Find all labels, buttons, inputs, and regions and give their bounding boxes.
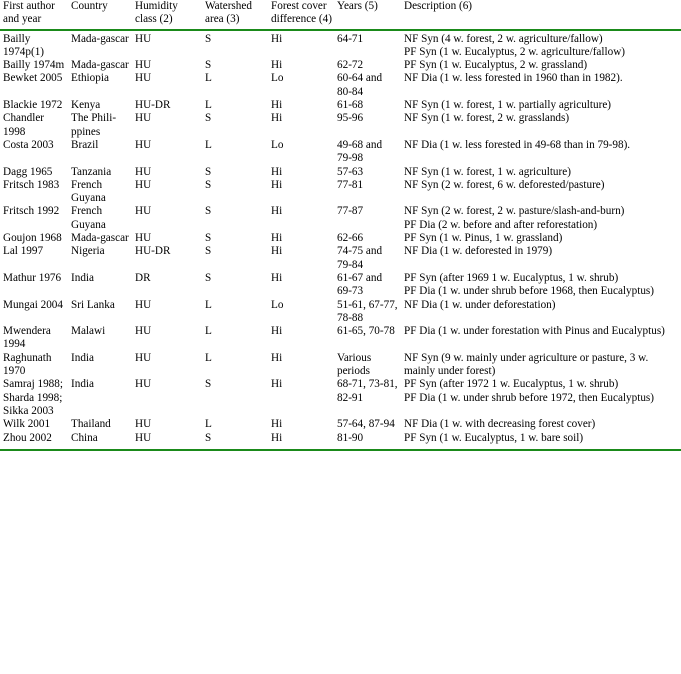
cell-years: 95-96 — [337, 112, 364, 125]
cell-country: India — [71, 378, 94, 391]
description-line: NF Syn (1 w. forest, 2 w. grasslands) — [404, 112, 570, 125]
cell-description — [401, 418, 681, 431]
description-line: PF Syn (1 w. Pinus, 1 w. grassland) — [404, 232, 563, 245]
cell-humidity: HU — [135, 351, 152, 364]
table-row — [0, 72, 681, 99]
cell-area: L — [205, 138, 212, 151]
cell-years: 61-67 and 69-73 — [337, 271, 383, 298]
cell-forest-cover: Hi — [271, 99, 283, 112]
cell-years: 51-61, 67-77, 78-88 — [337, 298, 398, 324]
description-line: NF Syn (4 w. forest, 2 w. agriculture/fallow) — [404, 32, 603, 45]
cell-author: Raghunath 1970 — [3, 351, 52, 378]
cell-author: Fritsch 1992 — [3, 205, 60, 218]
cell-forest-cover: Hi — [271, 165, 283, 178]
cell-description — [401, 166, 681, 179]
cell-description — [401, 59, 681, 72]
cell-years: Various periods — [337, 351, 372, 378]
cell-forest-cover: Hi — [271, 431, 283, 444]
cell-humidity: HU — [135, 59, 152, 72]
description-line: PF Syn (1 w. Eucalyptus, 2 w. agriculture/fallow) — [404, 45, 626, 58]
cell-humidity: HU — [135, 165, 152, 178]
cell-forest-cover: Hi — [271, 59, 283, 72]
table-row — [0, 139, 681, 166]
cell-humidity: HU-DR — [135, 99, 171, 112]
description-line: NF Syn (1 w. forest, 1 w. partially agriculture) — [404, 99, 612, 112]
cell-years: 57-63 — [337, 165, 364, 178]
cell-area: S — [205, 378, 212, 391]
table-row — [0, 352, 681, 379]
cell-forest-cover: Lo — [271, 72, 284, 85]
cell-forest-cover: Hi — [271, 351, 283, 364]
cell-area: S — [205, 205, 212, 218]
cell-author: Dagg 1965 — [3, 165, 53, 178]
description-line: PF Syn (after 1972 1 w. Eucalyptus, 1 w. shrub) — [404, 378, 619, 391]
cell-forest-cover: Lo — [271, 298, 284, 311]
cell-author: Bewket 2005 — [3, 72, 63, 85]
cell-area: S — [205, 59, 212, 72]
header-humidity: Humidity class (2) — [135, 0, 178, 26]
cell-country: Mada-gascar — [71, 32, 129, 45]
cell-area: L — [205, 351, 212, 364]
cell-country: China — [71, 431, 98, 444]
cell-humidity: DR — [135, 271, 151, 284]
cell-area: L — [205, 418, 212, 431]
header-forest-cover: Forest cover difference (4) — [271, 0, 332, 26]
table-row — [0, 272, 681, 299]
table-row — [0, 59, 681, 72]
header-author: First author and year — [3, 0, 55, 26]
cell-description — [401, 232, 681, 245]
table-row — [0, 232, 681, 245]
cell-years: 57-64, 87-94 — [337, 418, 395, 431]
cell-years: 77-87 — [337, 205, 364, 218]
cell-area: L — [205, 325, 212, 338]
cell-humidity: HU-DR — [135, 245, 171, 258]
cell-country: Mada-gascar — [71, 232, 129, 245]
table-bottom-rule — [0, 445, 681, 450]
cell-country: Kenya — [71, 99, 101, 112]
cell-area: S — [205, 32, 212, 45]
cell-author: Mungai 2004 — [3, 298, 63, 311]
cell-years: 61-65, 70-78 — [337, 325, 395, 338]
cell-description — [401, 72, 681, 99]
cell-humidity: HU — [135, 325, 152, 338]
cell-country: French Guyana — [71, 205, 106, 231]
cell-author: Samraj 1988; Sharda 1998; Sikka 2003 — [3, 378, 63, 417]
cell-years: 68-71, 73-81, 82-91 — [337, 378, 398, 404]
cell-forest-cover: Hi — [271, 205, 283, 218]
cell-author: Chandler 1998 — [3, 112, 45, 138]
cell-description — [401, 205, 681, 232]
table-row — [0, 378, 681, 418]
cell-author: Zhou 2002 — [3, 431, 52, 444]
cell-description — [401, 378, 681, 418]
cell-years: 77-81 — [337, 178, 364, 191]
cell-author: Costa 2003 — [3, 138, 54, 151]
description-line: PF Syn (after 1969 1 w. Eucalyptus, 1 w. shrub) — [404, 271, 619, 284]
cell-description — [401, 139, 681, 166]
cell-humidity: HU — [135, 112, 152, 125]
table-row — [0, 112, 681, 139]
cell-years: 62-66 — [337, 232, 364, 245]
description-line: NF Dia (1 w. under deforestation) — [404, 298, 556, 311]
description-line: NF Syn (2 w. forest, 6 w. deforested/pasture) — [404, 178, 605, 191]
table-body — [0, 30, 681, 445]
table-row — [0, 299, 681, 326]
description-line: PF Dia (1 w. under shrub before 1968, then Eucalyptus) — [404, 285, 655, 298]
description-line: NF Dia (1 w. less forested in 1960 than in 1982). — [404, 72, 623, 85]
cell-forest-cover: Hi — [271, 418, 283, 431]
cell-country: India — [71, 271, 94, 284]
cell-forest-cover: Hi — [271, 271, 283, 284]
table-row — [0, 432, 681, 445]
cell-humidity: HU — [135, 298, 152, 311]
cell-author: Mathur 1976 — [3, 271, 62, 284]
table-row — [0, 99, 681, 112]
cell-country: Brazil — [71, 138, 99, 151]
cell-description — [401, 30, 681, 60]
cell-humidity: HU — [135, 431, 152, 444]
cell-country: Nigeria — [71, 245, 105, 258]
cell-humidity: HU — [135, 72, 152, 85]
cell-description — [401, 112, 681, 139]
cell-area: S — [205, 431, 212, 444]
cell-author: Wilk 2001 — [3, 418, 51, 431]
cell-humidity: HU — [135, 138, 152, 151]
cell-area: S — [205, 271, 212, 284]
cell-area: S — [205, 245, 212, 258]
cell-humidity: HU — [135, 232, 152, 245]
cell-description — [401, 352, 681, 379]
description-line: NF Dia (1 w. deforested in 1979) — [404, 245, 553, 258]
cell-country: Ethiopia — [71, 72, 109, 85]
cell-humidity: HU — [135, 418, 152, 431]
cell-description — [401, 245, 681, 272]
cell-country: Thailand — [71, 418, 111, 431]
cell-forest-cover: Hi — [271, 178, 283, 191]
cell-years: 60-64 and 80-84 — [337, 72, 383, 98]
cell-years: 61-68 — [337, 99, 364, 112]
description-line: PF Dia (2 w. before and after reforestation) — [404, 218, 598, 231]
cell-area: L — [205, 298, 212, 311]
description-line: NF Dia (1 w. with decreasing forest cover) — [404, 418, 596, 431]
cell-area: S — [205, 112, 212, 125]
table-row — [0, 245, 681, 272]
cell-country: Tanzania — [71, 165, 112, 178]
cell-area: L — [205, 99, 212, 112]
cell-description — [401, 99, 681, 112]
table-row — [0, 418, 681, 431]
table-row — [0, 205, 681, 232]
cell-humidity: HU — [135, 205, 152, 218]
cell-country: Sri Lanka — [71, 298, 115, 311]
header-row — [0, 0, 681, 30]
cell-area: L — [205, 72, 212, 85]
cell-author: Goujon 1968 — [3, 232, 62, 245]
cell-forest-cover: Hi — [271, 232, 283, 245]
cell-years: 64-71 — [337, 32, 364, 45]
description-line: NF Syn (9 w. mainly under agriculture or pasture, 3 w. mainly under forest) — [404, 351, 649, 378]
cell-forest-cover: Hi — [271, 378, 283, 391]
cell-forest-cover: Hi — [271, 245, 283, 258]
cell-author: Blackie 1972 — [3, 99, 63, 112]
description-line: PF Dia (1 w. under forestation with Pinus and Eucalyptus) — [404, 325, 665, 338]
cell-author: Mwendera 1994 — [3, 325, 51, 351]
cell-area: S — [205, 178, 212, 191]
cell-humidity: HU — [135, 178, 152, 191]
cell-forest-cover: Hi — [271, 112, 283, 125]
cell-humidity: HU — [135, 378, 152, 391]
cell-years: 74-75 and 79-84 — [337, 245, 383, 271]
cell-author: Bailly 1974p(1) — [3, 32, 45, 58]
description-line: NF Syn (2 w. forest, 2 w. pasture/slash-and-burn) — [404, 205, 625, 218]
cell-forest-cover: Hi — [271, 325, 283, 338]
table-row — [0, 30, 681, 60]
cell-description — [401, 272, 681, 299]
cell-years: 49-68 and 79-98 — [337, 138, 383, 165]
description-line: PF Syn (1 w. Eucalyptus, 1 w. bare soil) — [404, 431, 584, 444]
cell-description — [401, 325, 681, 352]
header-country: Country — [71, 0, 108, 12]
description-line: PF Dia (1 w. under shrub before 1972, then Eucalyptus) — [404, 391, 655, 404]
cell-forest-cover: Hi — [271, 32, 283, 45]
cell-area: S — [205, 232, 212, 245]
table-row — [0, 166, 681, 179]
cell-country: French Guyana — [71, 178, 106, 205]
cell-country: Malawi — [71, 325, 106, 338]
cell-humidity: HU — [135, 32, 152, 45]
cell-author: Lal 1997 — [3, 245, 44, 258]
cell-country: Mada-gascar — [71, 59, 129, 72]
cell-author: Fritsch 1983 — [3, 178, 60, 191]
cell-description — [401, 299, 681, 326]
cell-author: Bailly 1974m — [3, 59, 65, 72]
description-line: NF Syn (1 w. forest, 1 w. agriculture) — [404, 165, 571, 178]
header-years: Years (5) — [337, 0, 378, 12]
header-area: Watershed area (3) — [205, 0, 252, 26]
cell-country: The Phili-ppines — [71, 112, 117, 138]
table-row — [0, 325, 681, 352]
cell-area: S — [205, 165, 212, 178]
header-description: Description (6) — [404, 0, 473, 12]
table-row — [0, 179, 681, 206]
description-line: PF Syn (1 w. Eucalyptus, 2 w. grassland) — [404, 59, 588, 72]
cell-description — [401, 432, 681, 445]
cell-description — [401, 179, 681, 206]
cell-years: 62-72 — [337, 59, 364, 72]
cell-country: India — [71, 351, 94, 364]
description-line: NF Dia (1 w. less forested in 49-68 than in 79-98). — [404, 138, 631, 151]
cell-forest-cover: Lo — [271, 138, 284, 151]
cell-years: 81-90 — [337, 431, 364, 444]
